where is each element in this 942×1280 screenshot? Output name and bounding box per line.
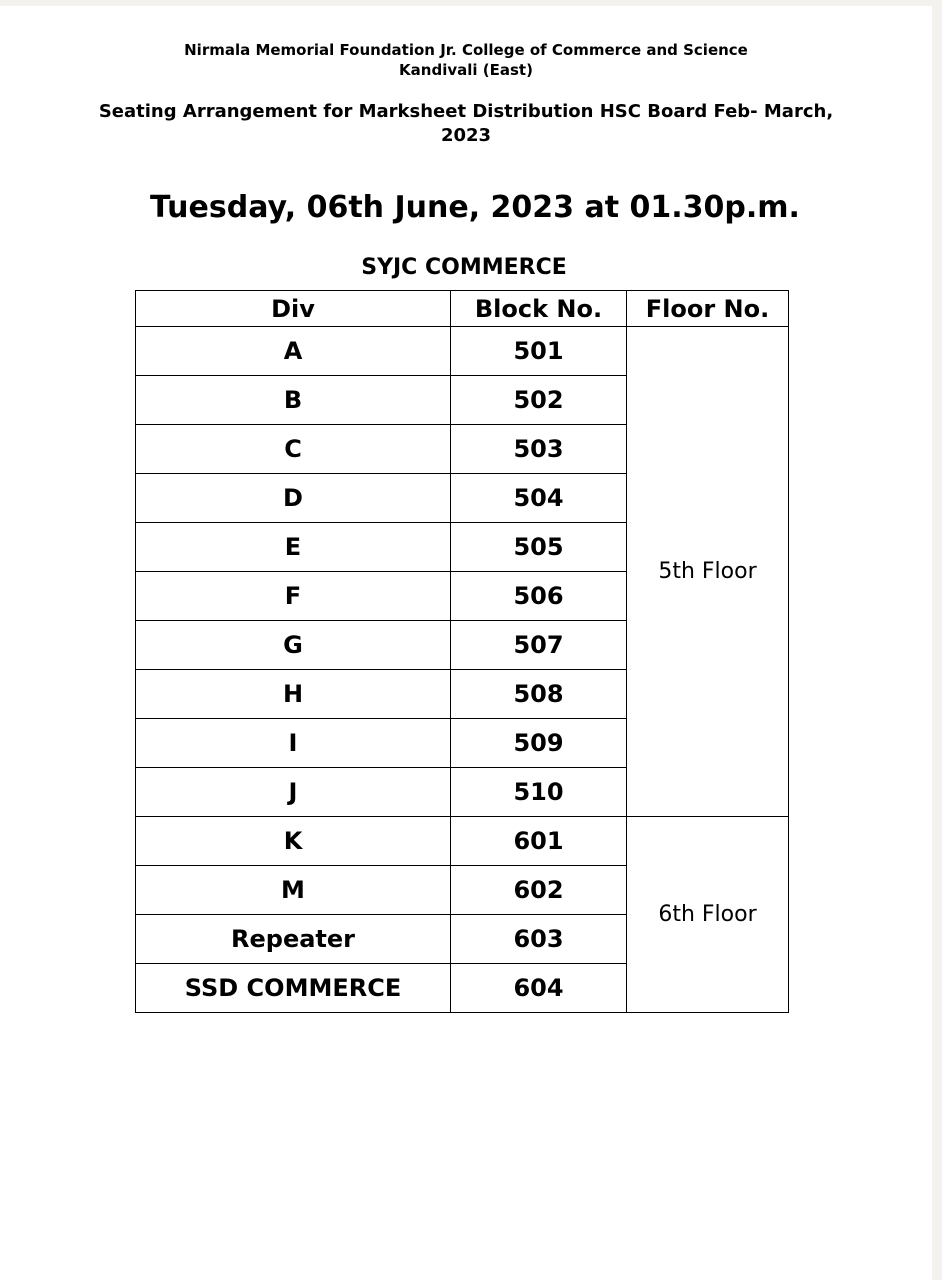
div-cell: C bbox=[136, 425, 451, 474]
college-location: Kandivali (East) bbox=[399, 61, 533, 79]
block-cell: 602 bbox=[451, 866, 627, 915]
block-cell: 506 bbox=[451, 572, 627, 621]
event-datetime: Tuesday, 06th June, 2023 at 01.30p.m. bbox=[150, 190, 800, 225]
table-header-row bbox=[136, 291, 789, 327]
block-cell: 501 bbox=[451, 327, 627, 376]
div-cell: Repeater bbox=[136, 915, 451, 964]
table-row bbox=[136, 327, 789, 376]
div-cell: K bbox=[136, 817, 451, 866]
div-cell: J bbox=[136, 768, 451, 817]
floor-cell: 5th Floor bbox=[627, 327, 789, 817]
block-cell: 508 bbox=[451, 670, 627, 719]
div-cell: H bbox=[136, 670, 451, 719]
block-cell: 604 bbox=[451, 964, 627, 1013]
document-title bbox=[0, 100, 932, 148]
document-page bbox=[0, 6, 932, 1280]
floor-cell: 6th Floor bbox=[627, 817, 789, 1013]
div-cell: B bbox=[136, 376, 451, 425]
stream-heading: SYJC COMMERCE bbox=[361, 255, 567, 280]
block-cell: 505 bbox=[451, 523, 627, 572]
block-cell: 510 bbox=[451, 768, 627, 817]
div-cell: G bbox=[136, 621, 451, 670]
block-cell: 509 bbox=[451, 719, 627, 768]
block-cell: 601 bbox=[451, 817, 627, 866]
seating-table bbox=[135, 290, 789, 1013]
header-floor-no: Floor No. bbox=[627, 291, 789, 327]
header-div: Div bbox=[136, 291, 451, 327]
table-row bbox=[136, 817, 789, 866]
div-cell: D bbox=[136, 474, 451, 523]
title-line-1: Seating Arrangement for Marksheet Distribution HSC Board Feb- March, bbox=[98, 101, 834, 122]
div-cell: SSD COMMERCE bbox=[136, 964, 451, 1013]
block-cell: 507 bbox=[451, 621, 627, 670]
div-cell: F bbox=[136, 572, 451, 621]
block-cell: 504 bbox=[451, 474, 627, 523]
college-header bbox=[0, 40, 932, 80]
header-block-no: Block No. bbox=[451, 291, 627, 327]
div-cell: A bbox=[136, 327, 451, 376]
block-cell: 502 bbox=[451, 376, 627, 425]
div-cell: E bbox=[136, 523, 451, 572]
block-cell: 503 bbox=[451, 425, 627, 474]
div-cell: I bbox=[136, 719, 451, 768]
div-cell: M bbox=[136, 866, 451, 915]
college-name: Nirmala Memorial Foundation Jr. College of Commerce and Science bbox=[184, 41, 748, 59]
title-line-2: 2023 bbox=[440, 125, 492, 146]
block-cell: 603 bbox=[451, 915, 627, 964]
